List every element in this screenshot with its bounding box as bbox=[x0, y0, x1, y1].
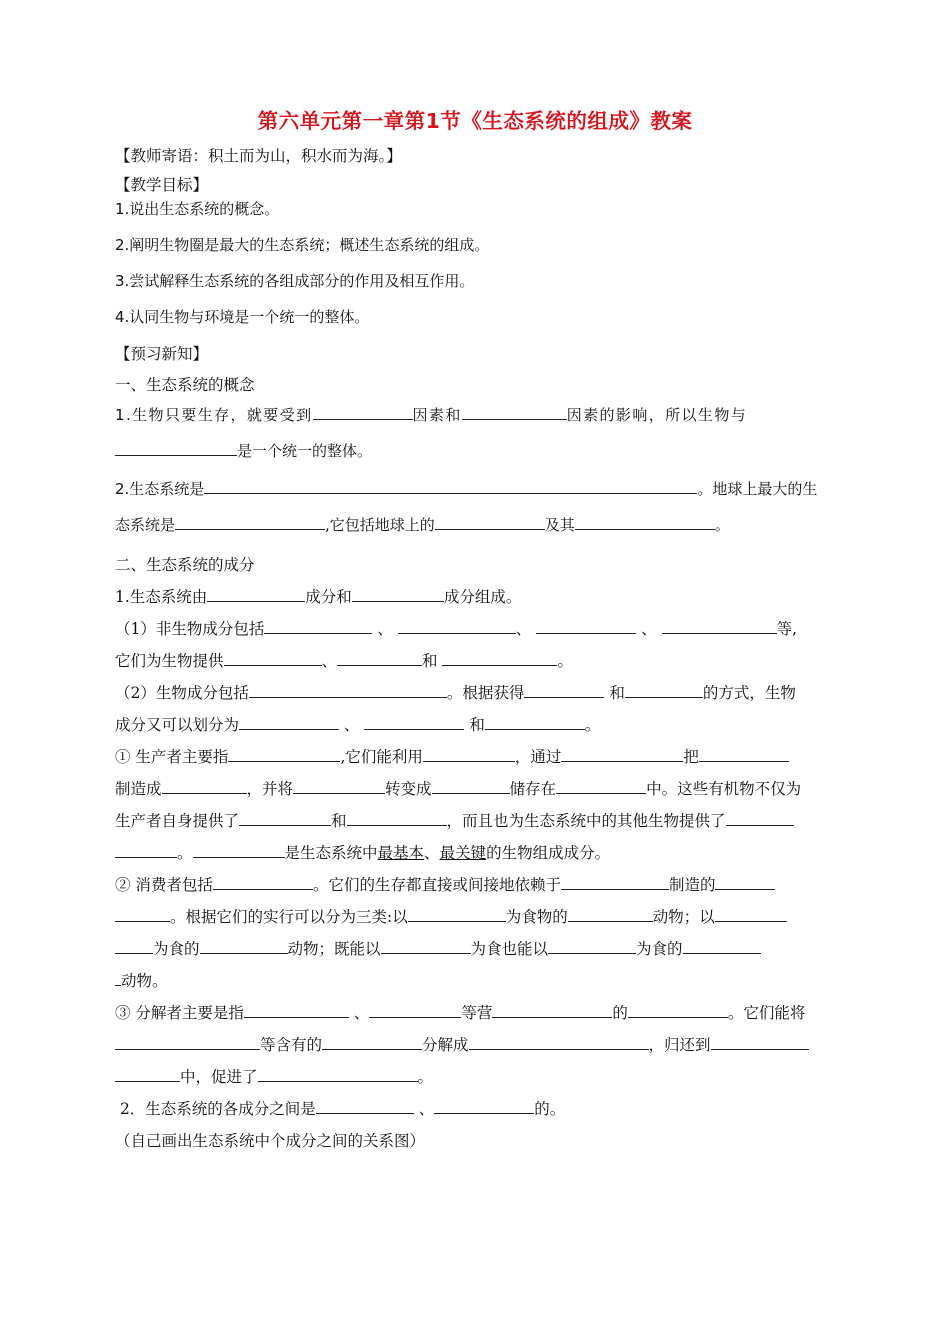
components-line3: 它们为生物提供 、 和 。 bbox=[115, 652, 573, 670]
decomposer-line2: 等含有的 分解成 ，归还到 bbox=[115, 1034, 809, 1056]
objective-2: 2.阐明生物圈是最大的生态系统；概述生态系统的组成。 bbox=[115, 236, 490, 254]
decomposer-line3: 中，促进了 。 bbox=[115, 1066, 433, 1088]
consumer-line4: 动物。 bbox=[115, 970, 168, 992]
teacher-message: 【教师寄语：积土而为山，积水而为海。】 bbox=[115, 147, 402, 165]
consumer-line2: 。根据它们的实行可以分为三类:以 为食物的 动物；以 bbox=[115, 906, 787, 928]
objectives-heading: 【教学目标】 bbox=[115, 176, 209, 194]
concept-q1-line2: 是一个统一的整体。 bbox=[115, 440, 372, 462]
relationship-question: 2．生态系统的各成分之间是 、 的。 bbox=[119, 1100, 566, 1118]
producer-line2: 制造成 ，并将 转变成 储存在 中。这些有机物不仅为 bbox=[115, 780, 802, 798]
objective-1: 1.说出生态系统的概念。 bbox=[115, 200, 280, 218]
section-2-heading: 二、生态系统的成分 bbox=[115, 556, 255, 574]
concept-q2-line2: 态系统是 ,它包括地球上的 及其 。 bbox=[115, 516, 730, 534]
decomposer-line1: ③ 分解者主要是指 、 等营 的 。它们能将 bbox=[115, 1004, 806, 1022]
concept-q1-line1: 1.生物只要生存，就要受到 因素和 因素的影响，所以生物与 bbox=[115, 406, 748, 424]
producer-line3: 生产者自身提供了 和 ，而且也为生态系统中的其他生物提供了 bbox=[115, 810, 794, 832]
components-line4: （2）生物成分包括 。根据获得 和 的方式，生物 bbox=[115, 684, 796, 702]
producer-line1: ① 生产者主要指 ,它们能利用 ，通过 把 bbox=[115, 746, 789, 768]
consumer-line3: 为食的 动物；既能以 为食也能以 为食的 bbox=[115, 938, 761, 960]
producer-line4: 。 是生态系统中最基本、最关键的生物组成成分。 bbox=[115, 842, 610, 864]
objective-3: 3.尝试解释生态系统的各组成部分的作用及相互作用。 bbox=[115, 272, 475, 290]
concept-q2-line1: 2.生态系统是 。地球上最大的生 bbox=[115, 480, 818, 498]
section-1-heading: 一、生态系统的概念 bbox=[115, 376, 255, 394]
consumer-line1: ② 消费者包括 。它们的生存都直接或间接地依赖于 制造的 bbox=[115, 874, 775, 896]
components-line1: 1.生态系统由 成分和 成分组成。 bbox=[115, 588, 522, 606]
components-line2: （1）非生物成分包括 、 、 、 等, bbox=[115, 620, 798, 638]
page-title: 第六单元第一章第1节《生态系统的组成》教案 bbox=[257, 109, 693, 133]
drawing-instruction: （自己画出生态系统中个成分之间的关系图） bbox=[115, 1132, 426, 1150]
preview-heading: 【预习新知】 bbox=[115, 345, 209, 363]
objective-4: 4.认同生物与环境是一个统一的整体。 bbox=[115, 308, 370, 326]
components-line5: 成分又可以划分为 、 和 。 bbox=[115, 716, 601, 734]
